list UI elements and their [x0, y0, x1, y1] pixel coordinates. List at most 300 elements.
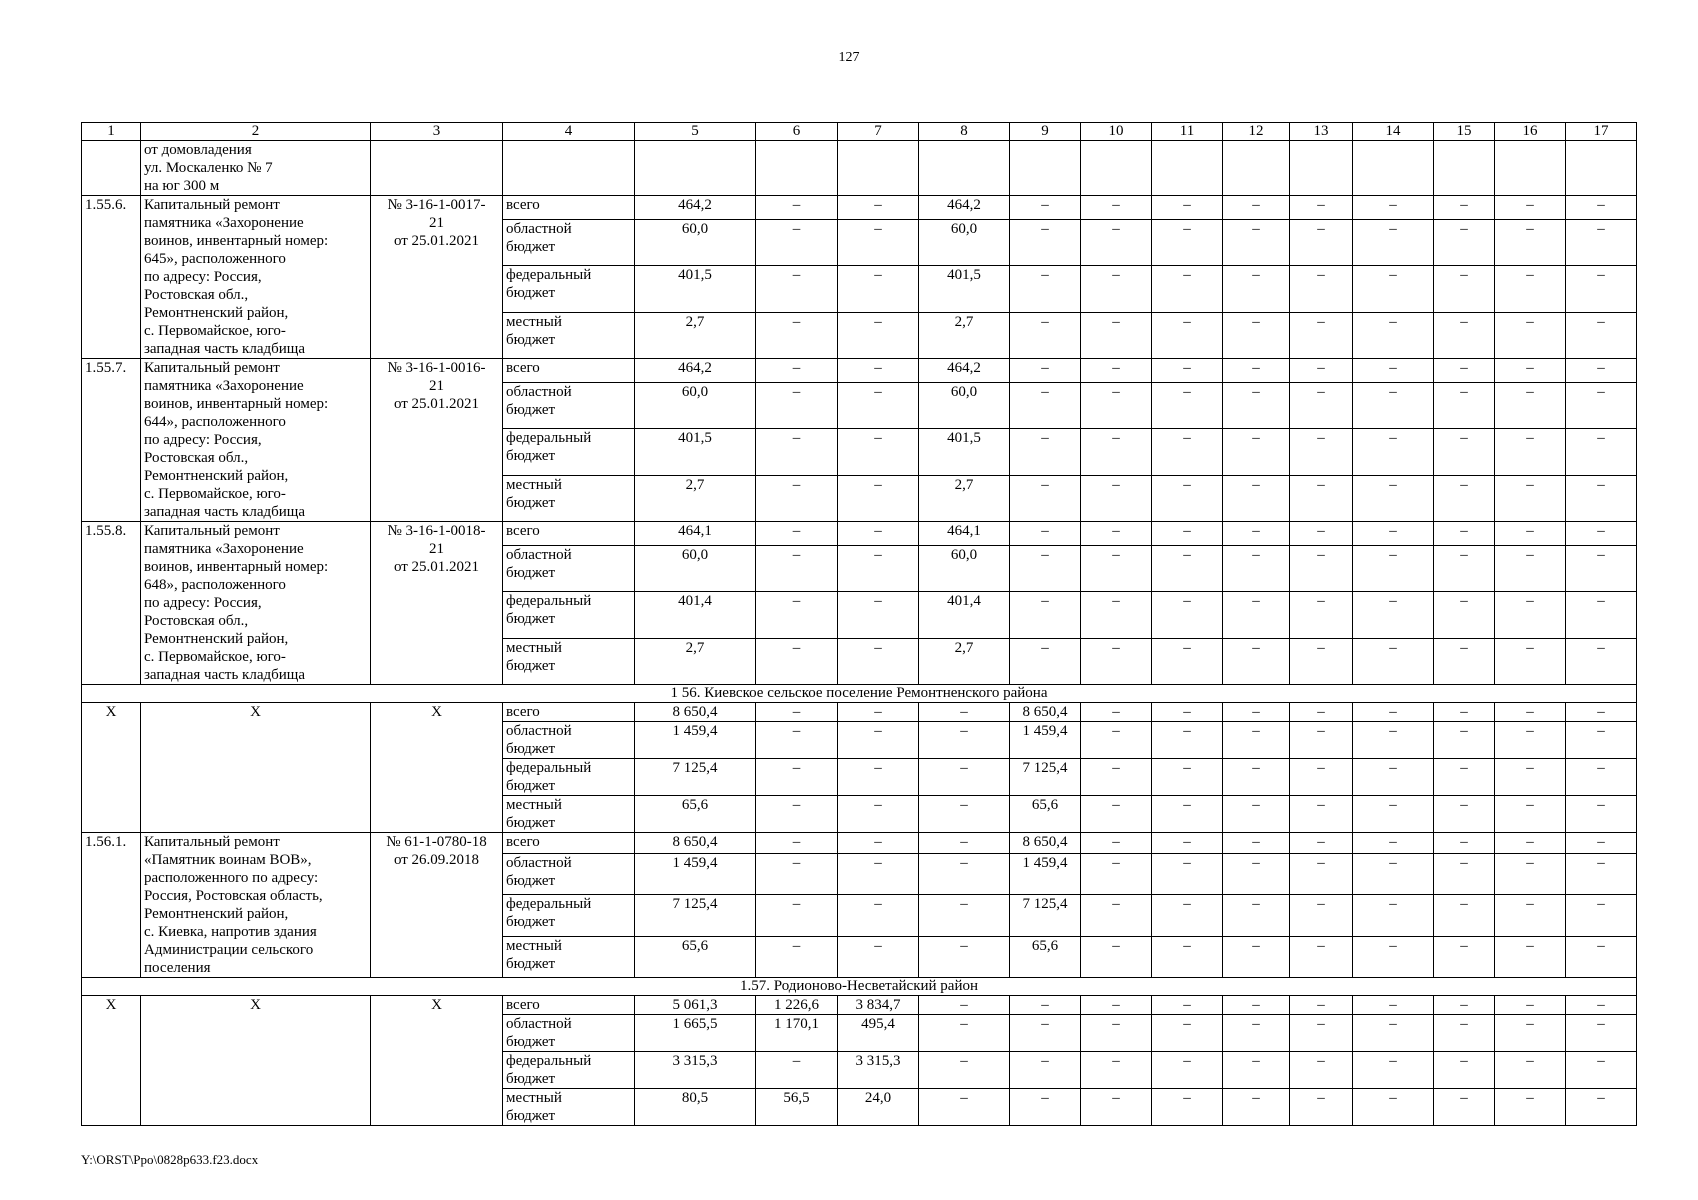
column-number: 10	[1081, 123, 1152, 141]
amount-cell: –	[1353, 359, 1434, 383]
amount-cell: –	[1152, 592, 1223, 638]
amount-cell: –	[1290, 475, 1353, 521]
amount-cell: –	[1495, 592, 1566, 638]
amount-cell: –	[1434, 1052, 1495, 1089]
amount-cell: –	[1566, 996, 1637, 1015]
funding-source: областной бюджет	[503, 722, 635, 759]
amount-cell: –	[1081, 1015, 1152, 1052]
amount-cell: –	[1081, 1089, 1152, 1126]
amount-cell	[1081, 141, 1152, 196]
amount-cell: –	[1081, 522, 1152, 546]
amount-cell: –	[756, 219, 838, 265]
funding-source: всего	[503, 359, 635, 383]
amount-cell: –	[919, 722, 1010, 759]
amount-cell: –	[1434, 722, 1495, 759]
amount-cell: –	[1566, 266, 1637, 312]
amount-cell: –	[1010, 359, 1081, 383]
amount-cell: –	[919, 1015, 1010, 1052]
amount-cell: –	[1290, 1052, 1353, 1089]
amount-cell: 464,2	[635, 359, 756, 383]
amount-cell: 7 125,4	[635, 759, 756, 796]
column-number: 16	[1495, 123, 1566, 141]
item-name: Х	[141, 703, 371, 833]
amount-cell: –	[1495, 936, 1566, 977]
amount-cell: –	[1290, 359, 1353, 383]
amount-cell: –	[1566, 522, 1637, 546]
amount-cell: –	[1353, 796, 1434, 833]
amount-cell: –	[1434, 522, 1495, 546]
amount-cell: –	[1152, 312, 1223, 358]
amount-cell: –	[838, 895, 919, 936]
amount-cell: –	[1434, 854, 1495, 895]
amount-cell: –	[1081, 266, 1152, 312]
amount-cell: –	[756, 196, 838, 220]
amount-cell: –	[1434, 429, 1495, 475]
amount-cell: –	[756, 936, 838, 977]
funding-source: местный бюджет	[503, 796, 635, 833]
amount-cell: –	[1495, 359, 1566, 383]
amount-cell: –	[919, 703, 1010, 722]
amount-cell: –	[1353, 833, 1434, 854]
amount-cell: –	[1495, 382, 1566, 428]
funding-source: областной бюджет	[503, 382, 635, 428]
amount-cell: –	[756, 475, 838, 521]
amount-cell: –	[1353, 722, 1434, 759]
amount-cell: –	[1010, 475, 1081, 521]
column-number: 8	[919, 123, 1010, 141]
funding-source: федеральный бюджет	[503, 429, 635, 475]
amount-cell: –	[1081, 833, 1152, 854]
amount-cell: 464,2	[635, 196, 756, 220]
amount-cell: –	[1081, 703, 1152, 722]
amount-cell: –	[1353, 759, 1434, 796]
amount-cell: –	[1152, 522, 1223, 546]
amount-cell: –	[1566, 545, 1637, 591]
amount-cell: –	[756, 1052, 838, 1089]
amount-cell: –	[1152, 703, 1223, 722]
amount-cell: –	[838, 429, 919, 475]
amount-cell: –	[1434, 996, 1495, 1015]
amount-cell: –	[1495, 522, 1566, 546]
amount-cell: 7 125,4	[1010, 895, 1081, 936]
amount-cell: –	[1081, 996, 1152, 1015]
amount-cell: –	[1434, 592, 1495, 638]
amount-cell: 1 665,5	[635, 1015, 756, 1052]
amount-cell: –	[1152, 359, 1223, 383]
amount-cell: 464,1	[635, 522, 756, 546]
amount-cell: –	[1434, 796, 1495, 833]
amount-cell: –	[838, 196, 919, 220]
amount-cell: –	[1223, 359, 1290, 383]
amount-cell	[838, 141, 919, 196]
amount-cell: –	[1010, 592, 1081, 638]
amount-cell: 1 459,4	[1010, 854, 1081, 895]
amount-cell: –	[1010, 219, 1081, 265]
amount-cell: –	[1081, 759, 1152, 796]
funding-source: местный бюджет	[503, 475, 635, 521]
amount-cell: –	[756, 833, 838, 854]
amount-cell: –	[1434, 703, 1495, 722]
amount-cell: –	[919, 895, 1010, 936]
amount-cell: –	[1495, 1015, 1566, 1052]
amount-cell: –	[1495, 895, 1566, 936]
amount-cell: –	[1566, 936, 1637, 977]
amount-cell: –	[1495, 833, 1566, 854]
amount-cell: –	[756, 854, 838, 895]
amount-cell: –	[1152, 266, 1223, 312]
amount-cell: –	[1152, 895, 1223, 936]
amount-cell: –	[1223, 592, 1290, 638]
amount-cell: –	[1353, 895, 1434, 936]
page-number: 127	[838, 50, 860, 65]
amount-cell: –	[838, 722, 919, 759]
amount-cell	[635, 141, 756, 196]
amount-cell: –	[1152, 429, 1223, 475]
document-ref	[371, 141, 503, 196]
amount-cell: –	[1353, 382, 1434, 428]
amount-cell: –	[919, 854, 1010, 895]
funding-source	[503, 141, 635, 196]
amount-cell: –	[1495, 796, 1566, 833]
amount-cell: –	[1152, 796, 1223, 833]
amount-cell: –	[1081, 219, 1152, 265]
amount-cell: –	[1223, 638, 1290, 684]
amount-cell: 3 834,7	[838, 996, 919, 1015]
item-number: Х	[82, 996, 141, 1126]
column-number-row	[82, 123, 1637, 141]
amount-cell: –	[838, 359, 919, 383]
amount-cell: 2,7	[635, 638, 756, 684]
amount-cell: –	[1223, 996, 1290, 1015]
table-row	[82, 522, 1637, 546]
amount-cell: –	[1290, 1089, 1353, 1126]
funding-source: всего	[503, 522, 635, 546]
amount-cell: –	[1010, 266, 1081, 312]
funding-source: федеральный бюджет	[503, 1052, 635, 1089]
amount-cell: –	[919, 833, 1010, 854]
funding-source: местный бюджет	[503, 638, 635, 684]
table-row	[82, 196, 1637, 220]
amount-cell: –	[1223, 936, 1290, 977]
amount-cell: 495,4	[838, 1015, 919, 1052]
funding-source: местный бюджет	[503, 312, 635, 358]
amount-cell: –	[756, 429, 838, 475]
amount-cell: –	[1353, 219, 1434, 265]
column-number: 13	[1290, 123, 1353, 141]
amount-cell: 464,2	[919, 196, 1010, 220]
amount-cell: –	[1353, 312, 1434, 358]
amount-cell: –	[1010, 638, 1081, 684]
amount-cell: –	[1223, 382, 1290, 428]
file-path-footer: Y:\ORST\Ppo\0828p633.f23.docx	[81, 1152, 259, 1167]
column-number: 9	[1010, 123, 1081, 141]
amount-cell: –	[1495, 1052, 1566, 1089]
amount-cell: 7 125,4	[635, 895, 756, 936]
amount-cell: 2,7	[919, 638, 1010, 684]
amount-cell: –	[1290, 545, 1353, 591]
document-ref: № 3-16-1-0017- 21 от 25.01.2021	[371, 196, 503, 359]
amount-cell: –	[1081, 854, 1152, 895]
amount-cell: 7 125,4	[1010, 759, 1081, 796]
amount-cell: –	[1290, 854, 1353, 895]
amount-cell: –	[1010, 996, 1081, 1015]
amount-cell: –	[1434, 833, 1495, 854]
amount-cell	[1152, 141, 1223, 196]
amount-cell: 464,1	[919, 522, 1010, 546]
amount-cell: 8 650,4	[635, 703, 756, 722]
amount-cell: –	[1081, 382, 1152, 428]
amount-cell: –	[1353, 854, 1434, 895]
amount-cell: –	[1353, 638, 1434, 684]
amount-cell: –	[1290, 638, 1353, 684]
amount-cell: –	[1434, 936, 1495, 977]
amount-cell	[756, 141, 838, 196]
amount-cell: –	[1566, 196, 1637, 220]
amount-cell: –	[1290, 592, 1353, 638]
amount-cell: –	[1566, 703, 1637, 722]
amount-cell: –	[1081, 359, 1152, 383]
amount-cell: –	[1290, 833, 1353, 854]
item-number: Х	[82, 703, 141, 833]
funding-source: всего	[503, 196, 635, 220]
amount-cell: –	[1434, 475, 1495, 521]
amount-cell: –	[1152, 196, 1223, 220]
amount-cell: 65,6	[1010, 796, 1081, 833]
amount-cell: –	[1566, 833, 1637, 854]
amount-cell: –	[1223, 545, 1290, 591]
amount-cell	[1353, 141, 1434, 196]
item-number: 1.55.6.	[82, 196, 141, 359]
amount-cell: 65,6	[1010, 936, 1081, 977]
amount-cell: –	[1081, 475, 1152, 521]
amount-cell: –	[1223, 475, 1290, 521]
amount-cell: –	[919, 759, 1010, 796]
column-number: 15	[1434, 123, 1495, 141]
amount-cell: –	[838, 703, 919, 722]
table-row	[82, 703, 1637, 722]
amount-cell: –	[1081, 196, 1152, 220]
amount-cell	[1434, 141, 1495, 196]
amount-cell: –	[1566, 219, 1637, 265]
funding-source: всего	[503, 703, 635, 722]
column-number: 1	[82, 123, 141, 141]
amount-cell: –	[1495, 196, 1566, 220]
table-row	[82, 833, 1637, 854]
amount-cell: 8 650,4	[1010, 703, 1081, 722]
amount-cell: 65,6	[635, 936, 756, 977]
amount-cell: –	[1290, 196, 1353, 220]
amount-cell: –	[1152, 1052, 1223, 1089]
funding-source: местный бюджет	[503, 1089, 635, 1126]
funding-source: областной бюджет	[503, 854, 635, 895]
amount-cell: –	[1353, 522, 1434, 546]
amount-cell: –	[1353, 1052, 1434, 1089]
amount-cell: –	[1290, 219, 1353, 265]
amount-cell: –	[756, 638, 838, 684]
amount-cell: –	[1152, 219, 1223, 265]
amount-cell: –	[1566, 592, 1637, 638]
amount-cell: –	[1223, 854, 1290, 895]
amount-cell: 56,5	[756, 1089, 838, 1126]
amount-cell	[1223, 141, 1290, 196]
amount-cell: –	[1495, 545, 1566, 591]
amount-cell: –	[1010, 312, 1081, 358]
amount-cell	[1290, 141, 1353, 196]
amount-cell: –	[1290, 936, 1353, 977]
amount-cell: –	[756, 382, 838, 428]
amount-cell: –	[838, 475, 919, 521]
amount-cell: –	[1495, 266, 1566, 312]
column-number: 4	[503, 123, 635, 141]
amount-cell: –	[1081, 592, 1152, 638]
amount-cell: 464,2	[919, 359, 1010, 383]
funding-source: федеральный бюджет	[503, 592, 635, 638]
amount-cell: 60,0	[635, 382, 756, 428]
amount-cell: –	[1010, 1089, 1081, 1126]
amount-cell: –	[838, 796, 919, 833]
amount-cell: –	[1495, 429, 1566, 475]
amount-cell: –	[1223, 266, 1290, 312]
item-name: Капитальный ремонт памятника «Захоронение воинов, инвентарный номер: 645», расположенного по адресу: Россия, Ростовская обл., Ремонтненский район, с. Первомайское, юго- западная часть кладбища	[141, 196, 371, 359]
amount-cell: –	[1010, 1015, 1081, 1052]
amount-cell: 2,7	[919, 312, 1010, 358]
amount-cell: –	[919, 936, 1010, 977]
table-row	[82, 141, 1637, 196]
amount-cell: –	[838, 219, 919, 265]
amount-cell: 60,0	[919, 545, 1010, 591]
amount-cell: 3 315,3	[635, 1052, 756, 1089]
amount-cell: –	[1152, 1089, 1223, 1126]
item-number: 1.55.7.	[82, 359, 141, 522]
amount-cell: –	[1495, 722, 1566, 759]
document-ref: № 61-1-0780-18 от 26.09.2018	[371, 833, 503, 978]
amount-cell: –	[919, 996, 1010, 1015]
column-number: 2	[141, 123, 371, 141]
amount-cell: –	[756, 312, 838, 358]
amount-cell: –	[1010, 1052, 1081, 1089]
amount-cell: –	[838, 382, 919, 428]
amount-cell: –	[1566, 1015, 1637, 1052]
amount-cell: –	[1223, 759, 1290, 796]
amount-cell: –	[1152, 759, 1223, 796]
column-number: 6	[756, 123, 838, 141]
item-name: Капитальный ремонт памятника «Захоронение воинов, инвентарный номер: 644», расположенного по адресу: Россия, Ростовская обл., Ремонтненский район, с. Первомайское, юго- западная часть кладбища	[141, 359, 371, 522]
amount-cell: –	[1223, 833, 1290, 854]
document-ref: Х	[371, 996, 503, 1126]
amount-cell: 401,5	[919, 266, 1010, 312]
amount-cell: –	[1223, 312, 1290, 358]
table-row	[82, 996, 1637, 1015]
amount-cell	[919, 141, 1010, 196]
amount-cell: –	[1566, 854, 1637, 895]
item-number: 1.56.1.	[82, 833, 141, 978]
amount-cell: –	[838, 312, 919, 358]
amount-cell: 60,0	[635, 545, 756, 591]
amount-cell: –	[1566, 759, 1637, 796]
amount-cell: –	[1223, 1089, 1290, 1126]
amount-cell: –	[1081, 312, 1152, 358]
amount-cell: –	[1434, 895, 1495, 936]
amount-cell: –	[1566, 722, 1637, 759]
amount-cell: –	[1566, 475, 1637, 521]
amount-cell: –	[1566, 1052, 1637, 1089]
amount-cell: –	[756, 522, 838, 546]
funding-source: всего	[503, 996, 635, 1015]
amount-cell: –	[1290, 382, 1353, 428]
amount-cell: –	[1434, 638, 1495, 684]
funding-source: областной бюджет	[503, 219, 635, 265]
amount-cell: –	[1353, 196, 1434, 220]
amount-cell: –	[838, 759, 919, 796]
amount-cell: –	[1010, 545, 1081, 591]
amount-cell: –	[756, 545, 838, 591]
amount-cell: –	[1081, 1052, 1152, 1089]
amount-cell	[1010, 141, 1081, 196]
amount-cell: –	[1566, 638, 1637, 684]
column-number: 3	[371, 123, 503, 141]
amount-cell: –	[1495, 638, 1566, 684]
amount-cell: 60,0	[919, 219, 1010, 265]
amount-cell: –	[1223, 429, 1290, 475]
amount-cell: 2,7	[635, 475, 756, 521]
amount-cell: –	[1434, 196, 1495, 220]
column-number: 11	[1152, 123, 1223, 141]
amount-cell: 80,5	[635, 1089, 756, 1126]
amount-cell: 401,5	[635, 429, 756, 475]
item-number	[82, 141, 141, 196]
document-ref: № 3-16-1-0018- 21 от 25.01.2021	[371, 522, 503, 685]
amount-cell: –	[1081, 429, 1152, 475]
item-name: Капитальный ремонт памятника «Захоронение воинов, инвентарный номер: 648», расположенного по адресу: Россия, Ростовская обл., Ремонтненский район, с. Первомайское, юго- западная часть кладбища	[141, 522, 371, 685]
budget-table	[81, 122, 1637, 1126]
funding-source: областной бюджет	[503, 1015, 635, 1052]
amount-cell: –	[919, 1052, 1010, 1089]
amount-cell: –	[1290, 895, 1353, 936]
amount-cell: –	[919, 796, 1010, 833]
amount-cell: –	[756, 266, 838, 312]
funding-source: областной бюджет	[503, 545, 635, 591]
amount-cell: –	[838, 592, 919, 638]
amount-cell: –	[1223, 895, 1290, 936]
item-name: Капитальный ремонт «Памятник воинам ВОВ», расположенного по адресу: Россия, Ростовская область, Ремонтненский район, с. Киевка, напротив здания Администрации сельского поселения	[141, 833, 371, 978]
amount-cell: –	[1290, 759, 1353, 796]
amount-cell: –	[1152, 722, 1223, 759]
amount-cell: –	[1566, 359, 1637, 383]
amount-cell: 2,7	[919, 475, 1010, 521]
amount-cell: –	[1081, 936, 1152, 977]
amount-cell: –	[1290, 266, 1353, 312]
item-number: 1.55.8.	[82, 522, 141, 685]
amount-cell: –	[1353, 266, 1434, 312]
amount-cell: 3 315,3	[838, 1052, 919, 1089]
amount-cell: –	[1434, 1089, 1495, 1126]
amount-cell: –	[838, 266, 919, 312]
amount-cell: –	[1434, 545, 1495, 591]
amount-cell: –	[756, 895, 838, 936]
amount-cell: –	[1152, 936, 1223, 977]
amount-cell: –	[1353, 936, 1434, 977]
amount-cell: –	[1223, 796, 1290, 833]
amount-cell: –	[1290, 429, 1353, 475]
amount-cell: –	[1290, 703, 1353, 722]
amount-cell: –	[1353, 1015, 1434, 1052]
amount-cell: –	[1495, 312, 1566, 358]
item-name: Х	[141, 996, 371, 1126]
amount-cell: 1 459,4	[635, 722, 756, 759]
amount-cell: –	[1353, 1089, 1434, 1126]
amount-cell: –	[1566, 429, 1637, 475]
amount-cell: –	[756, 359, 838, 383]
